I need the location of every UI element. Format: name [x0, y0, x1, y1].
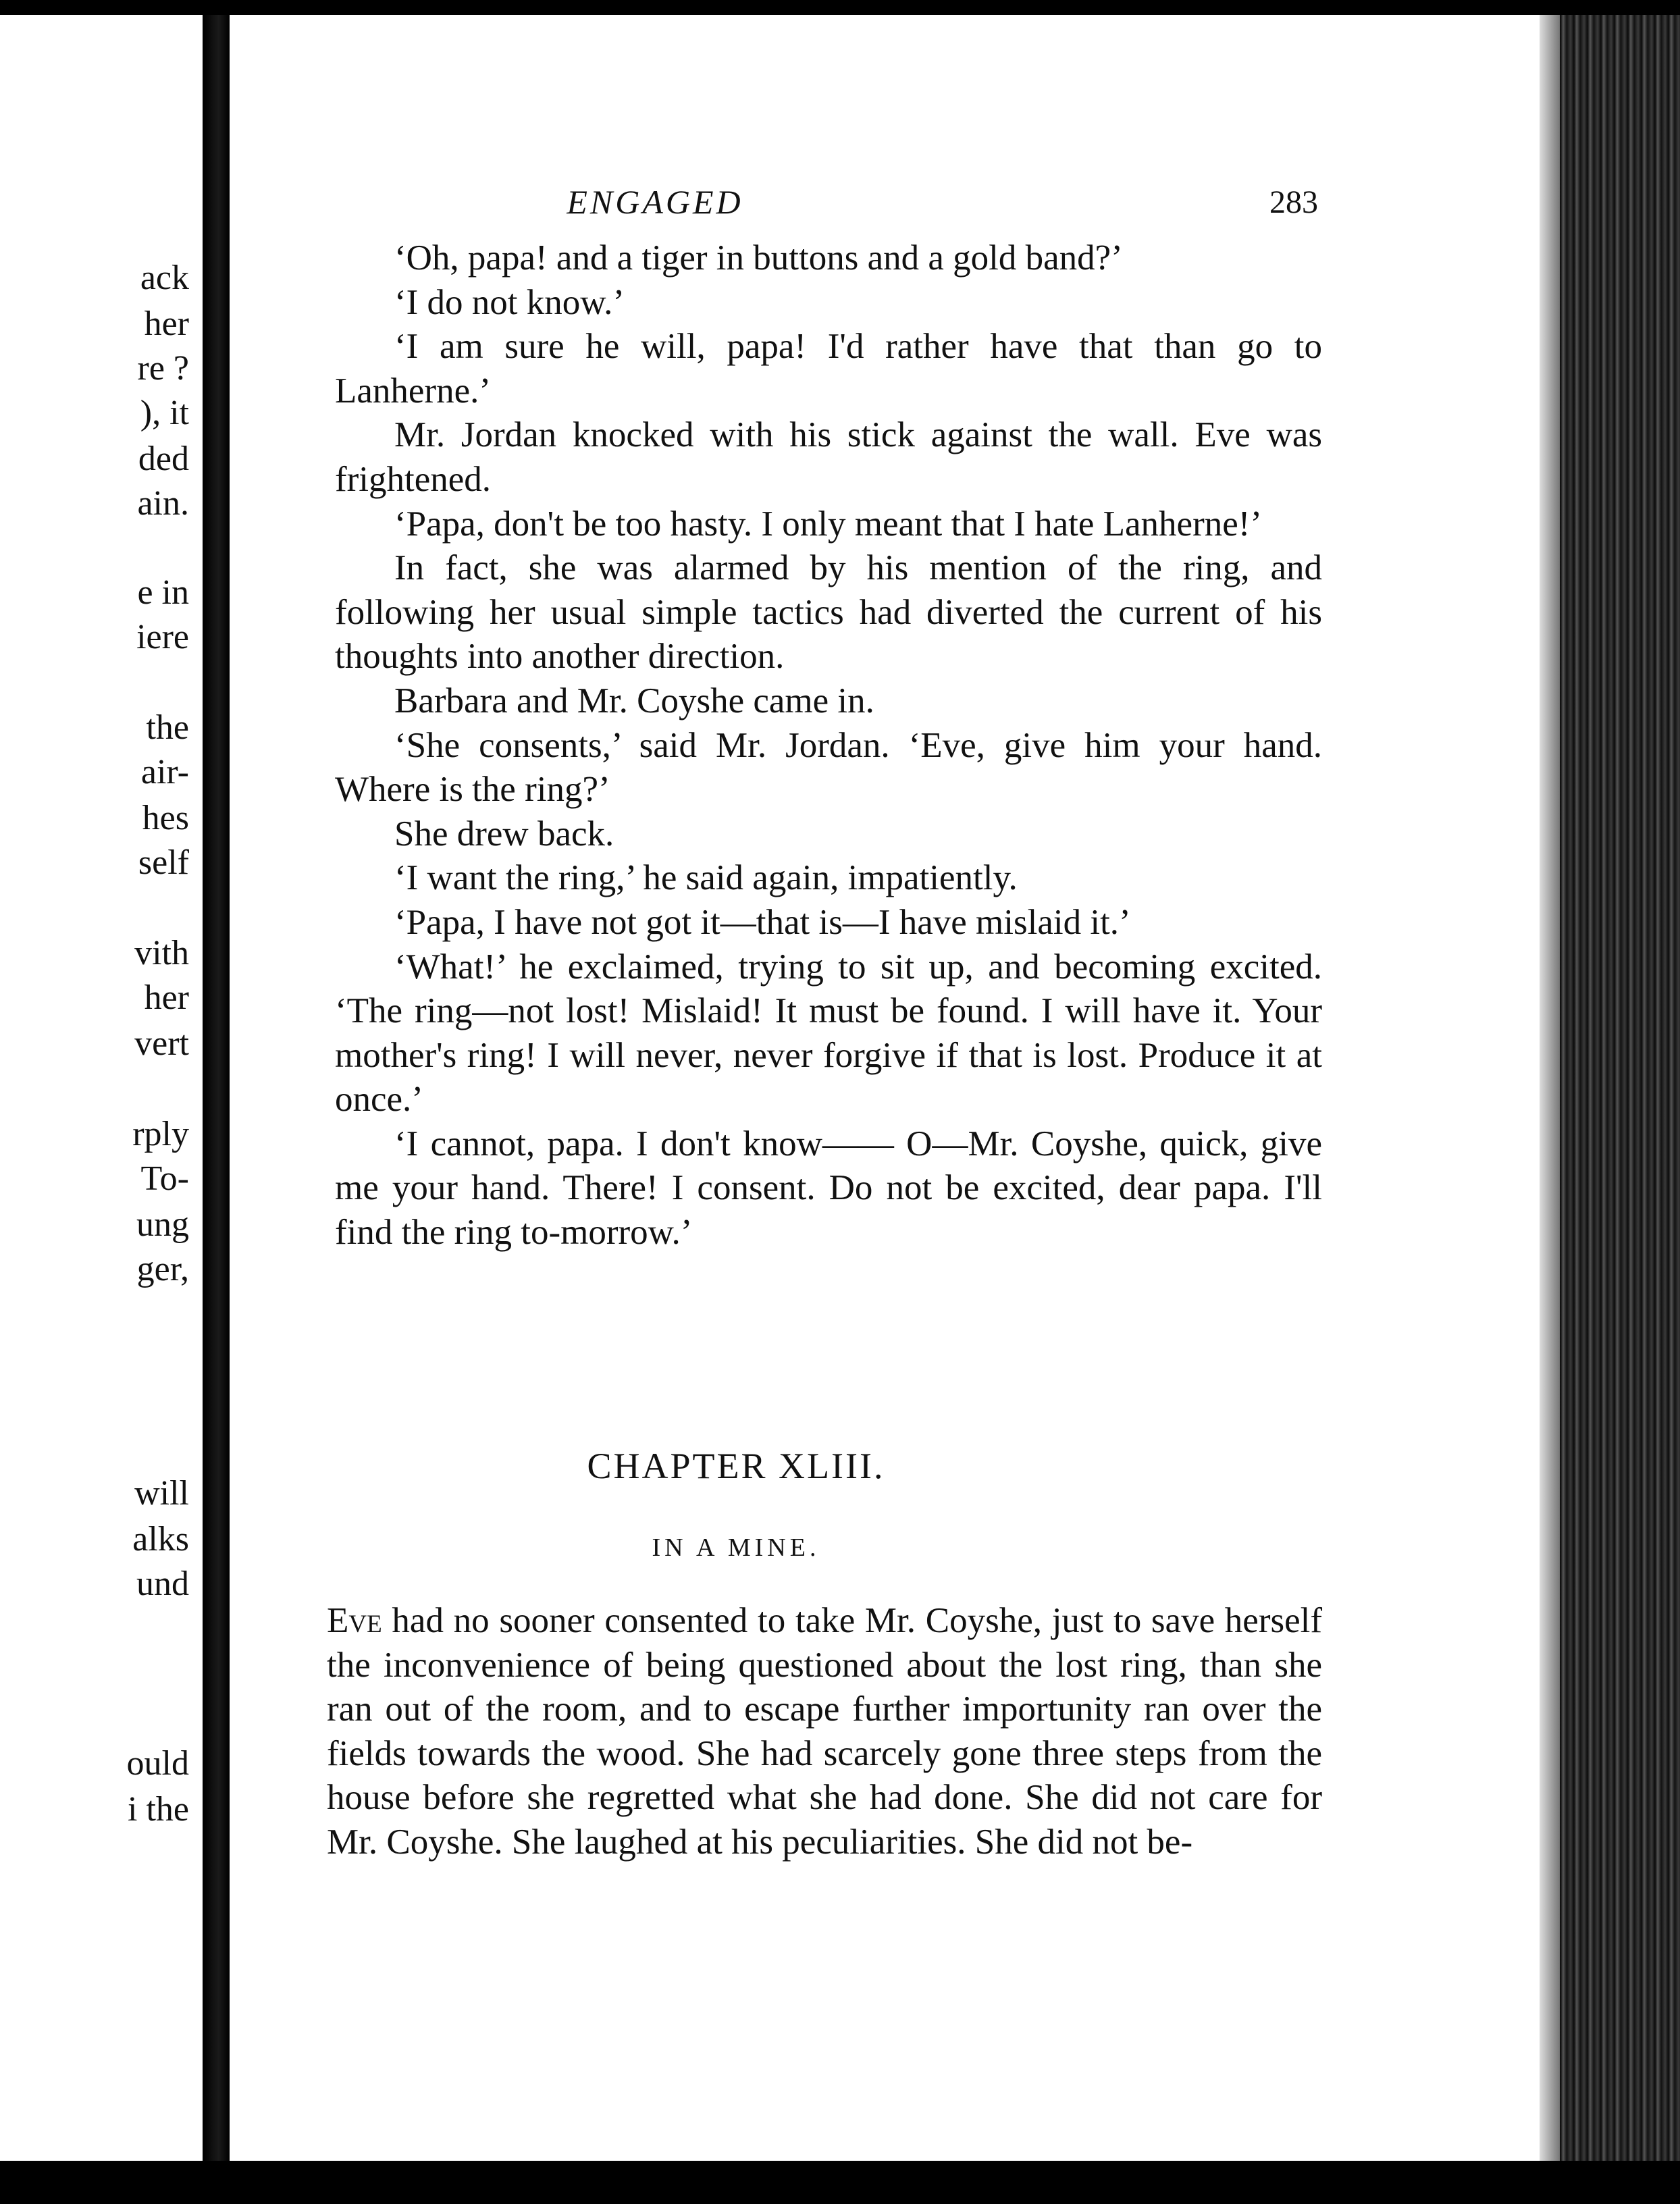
- left-page-fragment: re ?: [137, 349, 189, 388]
- chapter-heading: CHAPTER XLIII.: [587, 1446, 885, 1486]
- running-title: ENGAGED: [567, 183, 743, 221]
- left-page-fragment: alks: [132, 1520, 189, 1558]
- opening-text: had no sooner consented to take Mr. Coyshe, just to save herself the inconvenience of being questioned about the lost ring, than she ran out of the room, and to escape further importunity ran over the fields towards the wood. She had scarcely gone three steps from the house before she regretted what she had done. She did not care for Mr. Coyshe. She laughed at his peculiarities. She did not be-: [327, 1601, 1322, 1862]
- left-page-fragment: e in: [137, 573, 189, 612]
- paragraph: ‘Papa, I have not got it—that is—I have mislaid it.’: [394, 902, 1131, 942]
- paragraph: Mr. Jordan knocked with his stick against the wall. Eve was frightened.: [335, 415, 1322, 499]
- page-number: 283: [1269, 184, 1318, 220]
- paragraph: She drew back.: [394, 814, 614, 854]
- page-edge-highlight: [1540, 15, 1560, 2161]
- left-page-fragment: hes: [142, 799, 189, 837]
- left-page-fragment: ded: [138, 440, 189, 478]
- left-page-fragment: i the: [128, 1790, 189, 1829]
- left-page-fragment: iere: [136, 618, 189, 656]
- paragraph: ‘I do not know.’: [394, 282, 625, 322]
- left-page-fragment: vert: [134, 1024, 189, 1063]
- paragraph: ‘She consents,’ said Mr. Jordan. ‘Eve, give him your hand. Where is the ring?’: [335, 725, 1322, 810]
- left-page-fragment: air-: [140, 753, 189, 791]
- left-page-fragment: ung: [136, 1205, 189, 1244]
- left-page-fragment: the: [146, 708, 189, 747]
- opening-word: Eve: [327, 1601, 382, 1640]
- paragraph: ‘What!’ he exclaimed, trying to sit up, and becoming excited. ‘The ring—not lost! Mislaid! It must be found. I will have it. Your mother's ring! I will never, never forgive if that is lost. Produce it at once.’: [335, 947, 1322, 1120]
- left-page-fragment: ger,: [136, 1250, 189, 1288]
- chapter-subheading: IN A MINE.: [652, 1533, 820, 1562]
- paragraph: ‘I am sure he will, papa! I'd rather have that than go to Lanherne.’: [335, 327, 1322, 411]
- left-page-fragment: her: [144, 305, 189, 343]
- left-page-fragment: her: [144, 978, 189, 1017]
- left-page-fragment: und: [136, 1565, 189, 1603]
- left-page-fragment: ), it: [140, 394, 189, 432]
- paragraph: ‘Papa, don't be too hasty. I only meant that I hate Lanherne!’: [394, 504, 1263, 544]
- paragraph: ‘I cannot, papa. I don't know—— O—Mr. Coyshe, quick, give me your hand. There! I consent. Do not be excited, dear papa. I'll find the ring to-morrow.’: [335, 1124, 1322, 1253]
- left-page-fragment: ain.: [137, 484, 189, 523]
- left-page-fragment: will: [134, 1474, 189, 1513]
- page-fore-edge: [1540, 15, 1680, 2161]
- scan-border-top: [0, 0, 1680, 15]
- left-page-fragment: vith: [134, 934, 189, 972]
- dialogue-text-block: [335, 236, 1322, 1255]
- chapter-opening-block: [327, 1599, 1322, 1865]
- paragraph: Barbara and Mr. Coyshe came in.: [394, 681, 874, 720]
- left-page-fragment: ack: [140, 259, 189, 297]
- left-page-fragment: To-: [140, 1159, 189, 1198]
- scan-border-bottom: [0, 2161, 1680, 2204]
- chapter-opening-paragraph: [327, 1599, 1322, 1865]
- paragraph: ‘Oh, papa! and a tiger in buttons and a gold band?’: [394, 238, 1123, 278]
- paragraph: In fact, she was alarmed by his mention of the ring, and following her usual simple tactics had diverted the current of his thoughts into another direction.: [335, 548, 1322, 677]
- left-page-fragment: ould: [126, 1744, 189, 1783]
- left-page-fragment: self: [138, 843, 189, 882]
- paragraph: ‘I want the ring,’ he said again, impatiently.: [394, 858, 1018, 898]
- left-page-fragment: rply: [132, 1115, 189, 1153]
- left-facing-page: [0, 15, 189, 2161]
- book-gutter: [203, 15, 230, 2161]
